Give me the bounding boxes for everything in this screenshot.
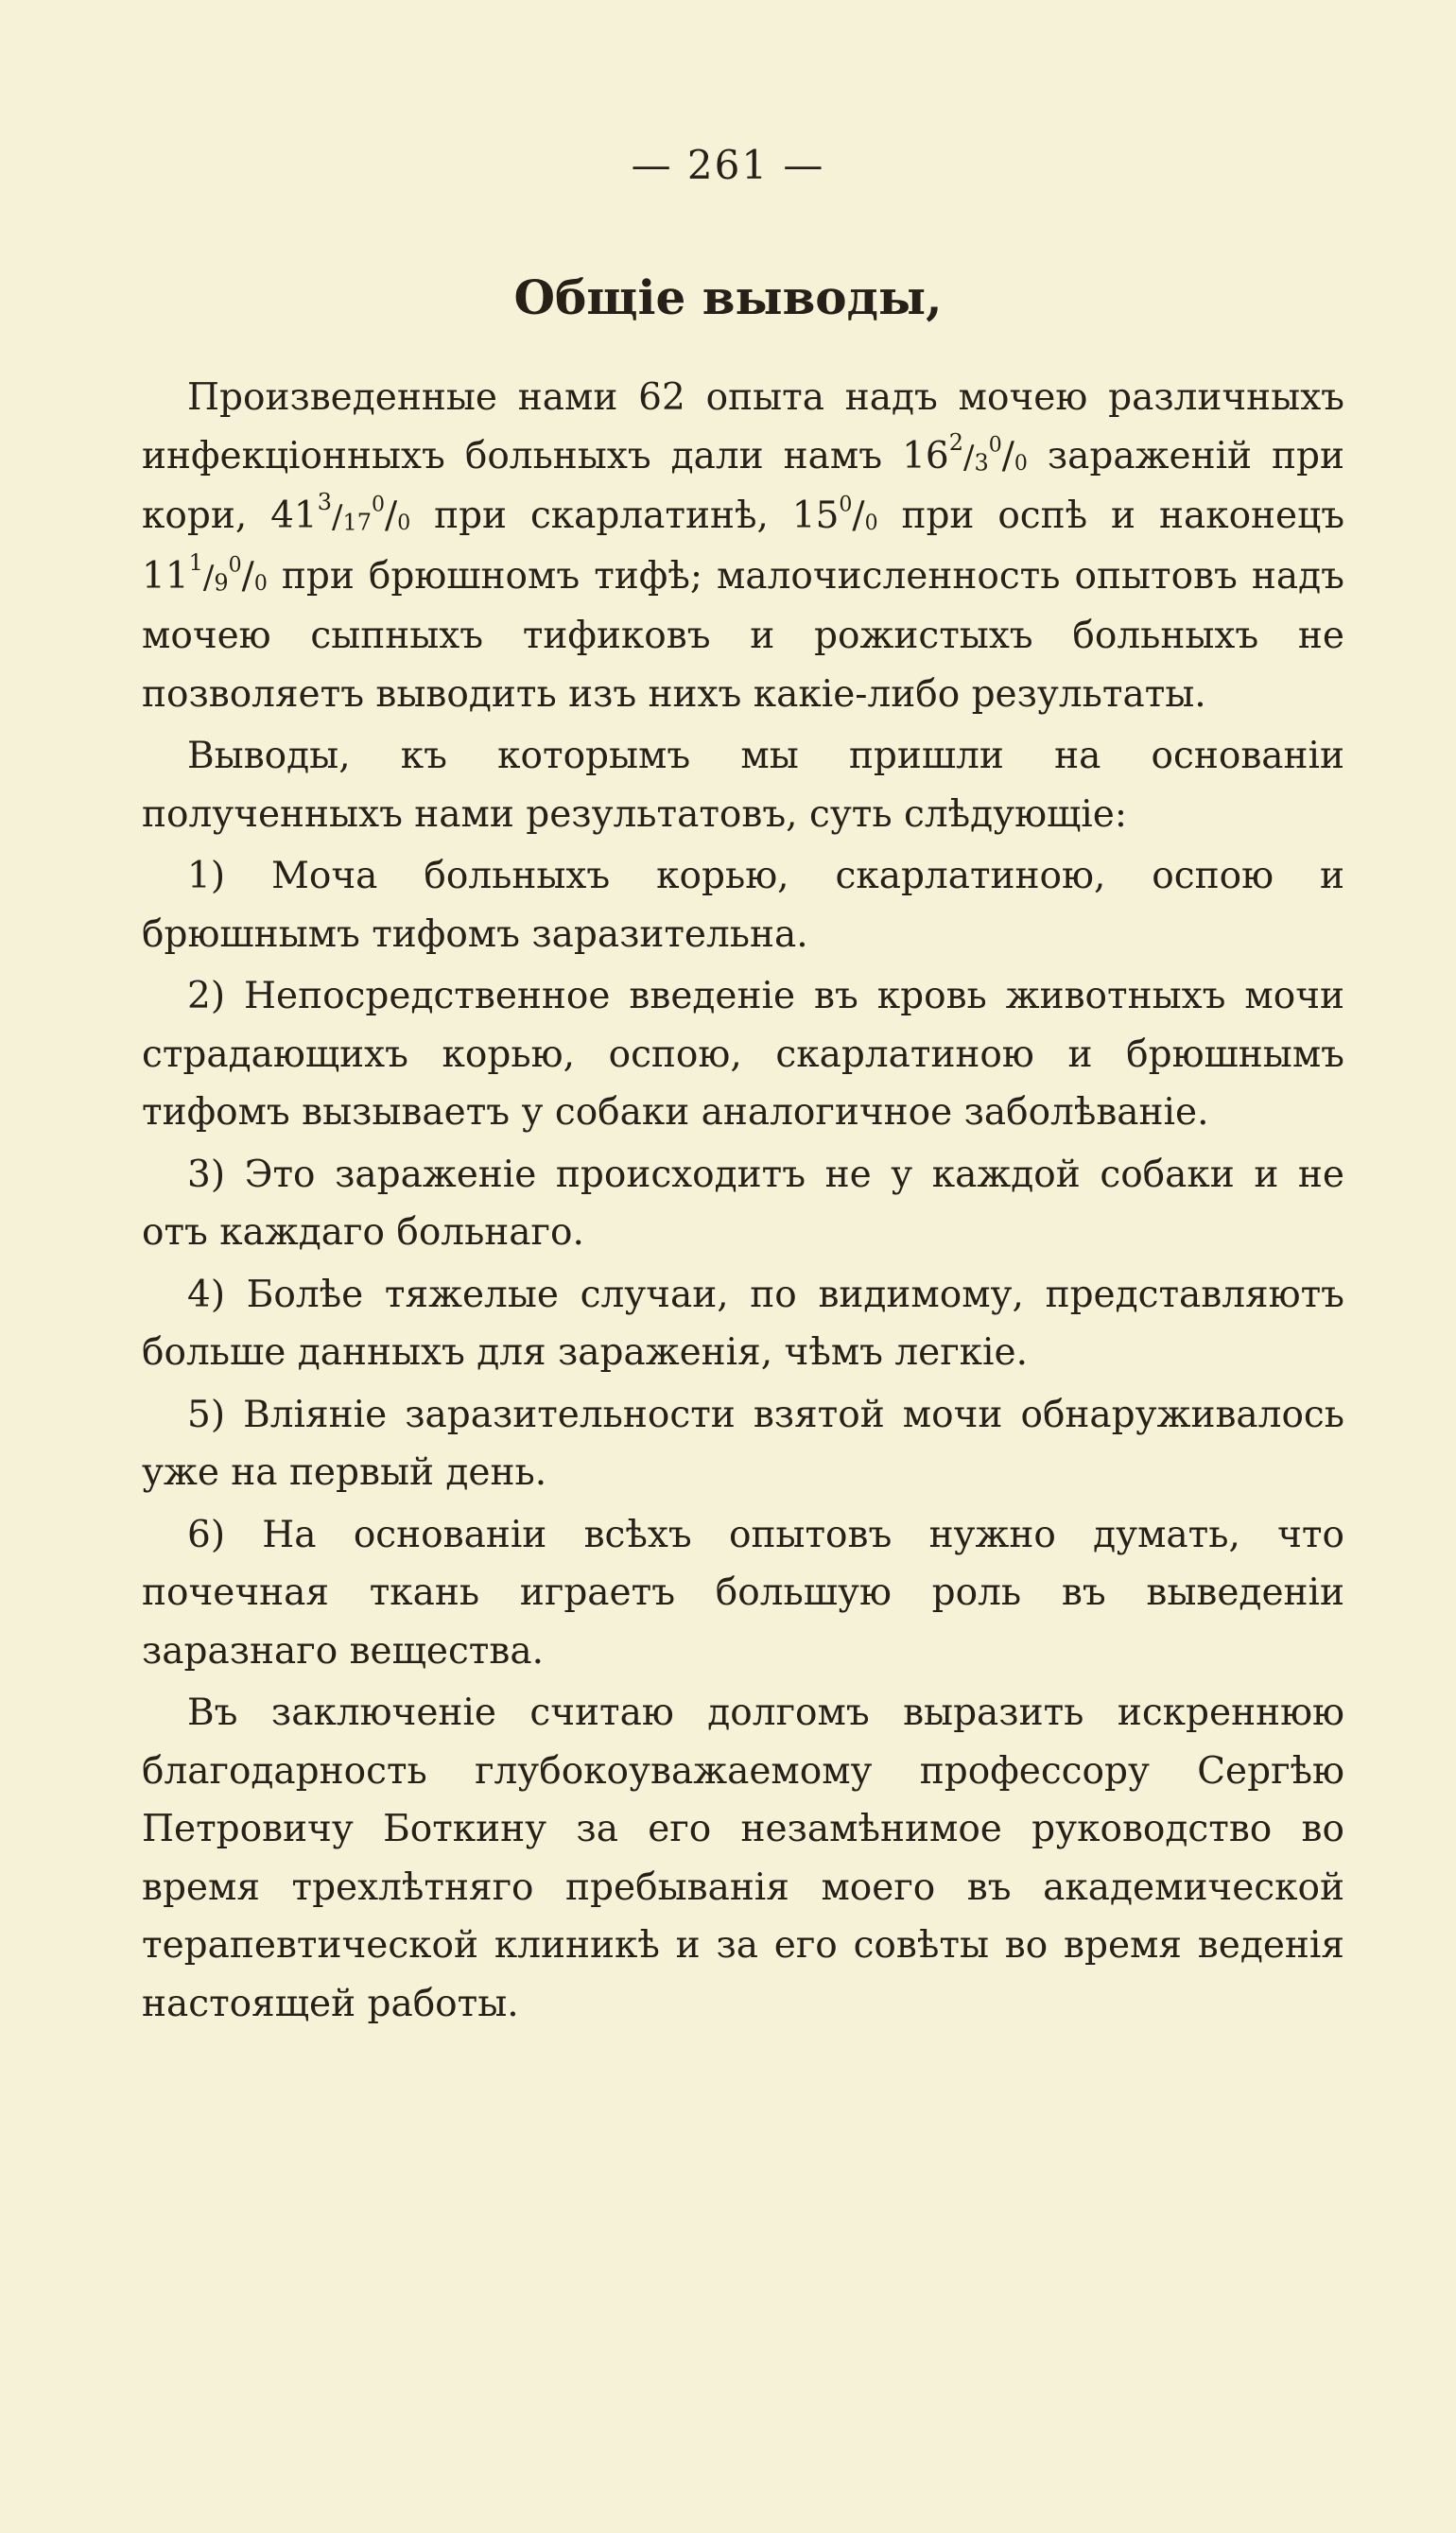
fraction: $^2/_3$ <box>948 428 989 477</box>
fraction: $^1/_9$ <box>188 548 229 597</box>
paragraph-acknowledgement: Въ заключеніе считаю долгомъ выразить искреннюю благодарность глубокоуважаемому профессору Сергѣю Петровичу Боткину за его незамѣнимое руководство во время трехлѣтняго пребыванія моего въ академической терапевтической клиникѣ и за его совѣты во время веденія настоящей работы. <box>142 1692 1344 2025</box>
page-number: — 261 — <box>631 142 825 188</box>
fraction: $^3/_{17}$ <box>317 488 373 536</box>
percent-sign: $^0/_0$ <box>372 493 411 537</box>
section-title: Общіе выводы, <box>513 269 943 325</box>
percent-sign: $^0/_0$ <box>988 432 1028 477</box>
conclusion-item-6: 6) На основаніи всѣхъ опытовъ нужно думать, что почечная ткань играетъ большую роль въ выведеніи заразнаго вещества. <box>142 1513 1344 1673</box>
paragraph-intro: Выводы, къ которымъ мы пришли на основаніи полученныхъ нами результатовъ, суть слѣдующіе: <box>142 735 1344 836</box>
conclusion-item-5: 5) Вліяніе заразительности взятой мочи обнаруживалось уже на первый день. <box>142 1393 1344 1494</box>
conclusion-item-3: 3) Это зараженіе происходитъ не у каждой собаки и не отъ каждаго больнаго. <box>142 1153 1344 1254</box>
body-text <box>142 369 1344 2037</box>
percent-sign: $^0/_0$ <box>839 493 878 537</box>
paragraph-summary: Произведенные нами 62 опыта надъ мочею различныхъ инфекціонныхъ больныхъ дали намъ $16^2/_3^0/_0$ зараженій при кори, $41^3/_{17}^0/_0$ при скарлатинѣ, $15^0/_0$ при оспѣ и наконецъ $11^1/_9^0/_0$ при брюшномъ тифѣ; малочисленность опытовъ надъ мочею сыпныхъ тификовъ и рожистыхъ больныхъ не позволяетъ выводить изъ нихъ какіе-либо результаты. <box>142 376 1345 716</box>
conclusion-item-1: 1) Моча больныхъ корью, скарлатиною, оспою и брюшнымъ тифомъ заразительна. <box>142 855 1344 956</box>
percent-sign: $^0/_0$ <box>228 552 268 598</box>
conclusion-item-2: 2) Непосредственное введеніе въ кровь животныхъ мочи страдающихъ корью, оспою, скарлатиною и брюшнымъ тифомъ вызываетъ у собаки аналогичное заболѣваніе. <box>142 975 1344 1134</box>
conclusion-item-4: 4) Болѣе тяжелые случаи, по видимому, представляютъ больше данныхъ для зараженія, чѣмъ легкіе. <box>142 1273 1344 1374</box>
